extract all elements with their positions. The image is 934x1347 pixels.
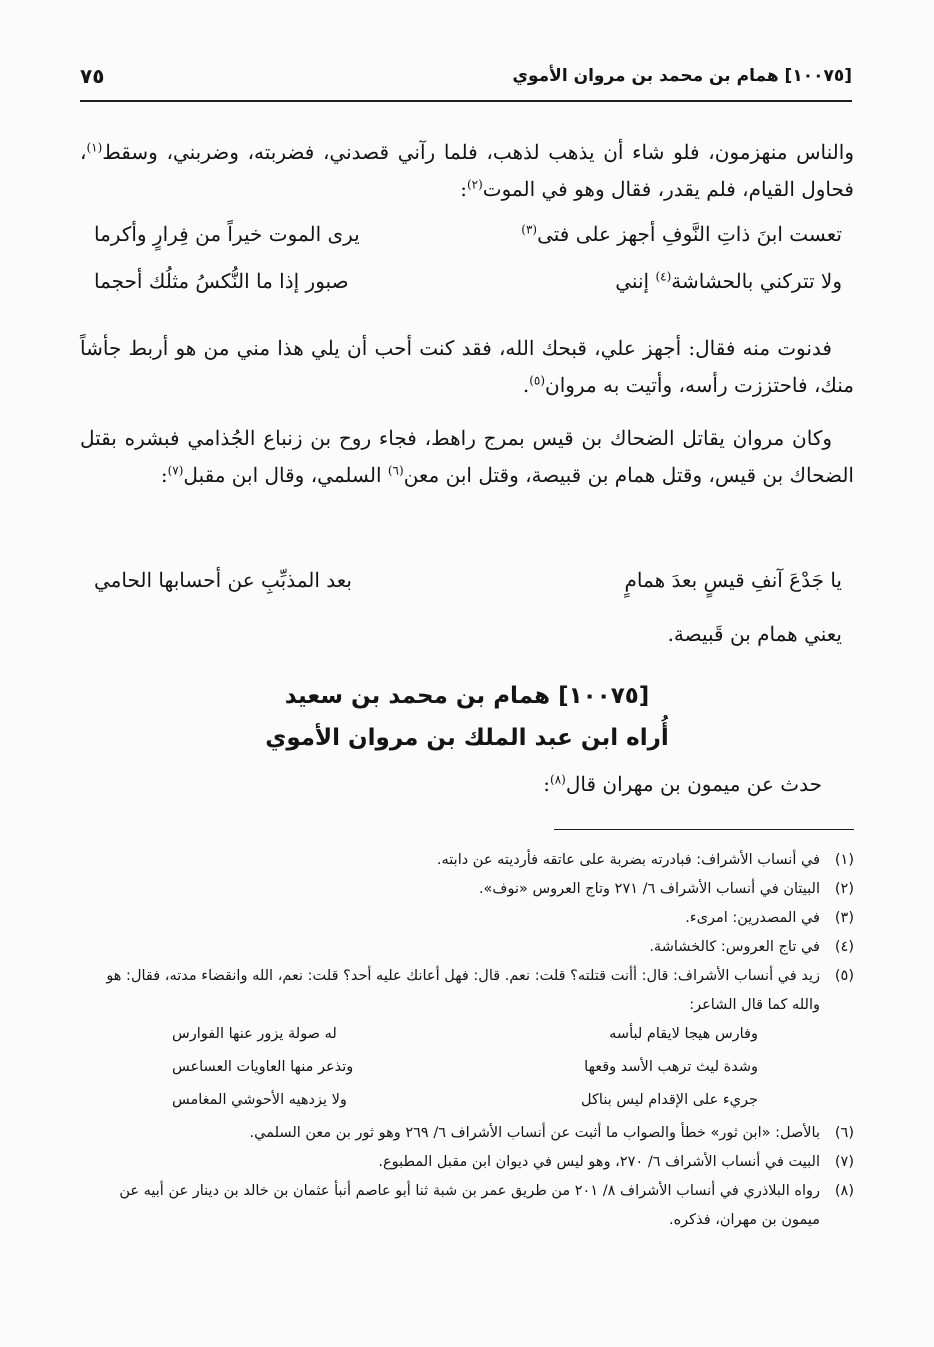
paragraph-3 <box>80 420 854 494</box>
footnote-verse-3-right: جريء على الإقدام ليس بناكل <box>581 1092 758 1108</box>
footnote-number: (٣) <box>834 910 854 926</box>
paragraph-3-text-c: : <box>160 463 168 487</box>
footnote-text: في تاج العروس: كالخشاشة. <box>649 939 820 955</box>
footnote-text: في المصدرين: امرىء. <box>685 910 820 926</box>
footnote-verse-3-left: ولا يزدهيه الأحوشي المغامس <box>172 1092 347 1108</box>
footnote-1 <box>80 846 854 875</box>
footnote-text: في أنساب الأشراف: فبادرته بضربة على عاتقه فأرديته عن دابته. <box>436 852 820 868</box>
note-ref-7: (٧) <box>167 463 184 478</box>
footnote-3 <box>80 904 854 933</box>
footnote-verse-1-left: له صولة يزور عنها الفوارس <box>172 1026 337 1042</box>
verse-3-second-hemistich: بعد المذبِّبِ عن أحسابها الحامي <box>94 568 352 592</box>
footnote-number: (١) <box>834 852 854 868</box>
verse-1-second-hemistich: يرى الموت خيراً من فِرارٍ وأكرما <box>94 222 360 246</box>
footnote-text: البيت في أنساب الأشراف ٦/ ٢٧٠، وهو ليس في ديوان ابن مقبل المطبوع. <box>378 1154 820 1170</box>
footnote-text: رواه البلاذري في أنساب الأشراف ٨/ ٢٠١ من طريق عمر بن شبة ثنا أبو عاصم أنبأ عثمان بن خالد بن دينار عن أبيه عن ميمون بن مهران، فذكره. <box>119 1183 820 1228</box>
footnote-5 <box>80 962 854 1020</box>
footnote-number: (٥) <box>834 968 854 984</box>
footnote-verse-2 <box>172 1053 758 1086</box>
entry-text <box>543 772 822 796</box>
note-ref-4: (٤) <box>655 269 672 284</box>
footnote-number: (٧) <box>834 1154 854 1170</box>
entry-heading-line-1: [١٠٠٧٥] همام بن محمد بن سعيد <box>284 683 650 709</box>
page-number: ٧٥ <box>80 64 105 88</box>
verse-1 <box>94 222 842 269</box>
footnote-number: (٦) <box>834 1125 854 1141</box>
note-ref-1: (١) <box>86 140 103 155</box>
paragraph-1-text-c: : <box>460 177 467 201</box>
footnote-text: البيتان في أنساب الأشراف ٦/ ٢٧١ وتاج العروس «نوف». <box>478 881 820 897</box>
poem-2 <box>94 568 842 615</box>
verse-2-first-hemistich <box>615 269 842 293</box>
running-title: [١٠٠٧٥] همام بن محمد بن مروان الأموي <box>512 66 852 86</box>
paragraph-1-text-b: ، فحاول القيام، فلم يقدر، فقال وهو في الموت <box>80 140 854 201</box>
verse-gloss: يعني همام بن قَبيصة. <box>667 622 842 646</box>
note-ref-8: (٨) <box>550 772 566 787</box>
footnote-6 <box>80 1119 854 1148</box>
footnote-number: (٤) <box>834 939 854 955</box>
note-ref-3: (٣) <box>521 222 538 237</box>
note-ref-6: (٦) <box>387 463 404 478</box>
verse-1-first-hemistich <box>521 222 842 246</box>
paragraph-1-text-a: والناس منهزمون، فلو شاء أن يذهب لذهب، فلما رآني قصدني، فضربته، وضربني، وسقط <box>102 140 854 164</box>
poem-1 <box>94 222 842 316</box>
footnote-4 <box>80 933 854 962</box>
verse-2 <box>94 269 842 316</box>
verse-3-first-hemistich: يا جَدْعَ آنفِ قيسٍ بعدَ همامٍ <box>624 568 842 592</box>
paragraph-2 <box>80 330 854 404</box>
verse-2-right-text-b: إنني <box>615 269 650 293</box>
verse-2-second-hemistich: صبور إذا ما النُّكسُ مثلُك أحجما <box>94 269 349 293</box>
footnote-verse-3 <box>172 1086 758 1119</box>
paragraph-2-text-b: . <box>522 373 530 397</box>
entry-text-b: : <box>543 772 551 796</box>
footnote-text: زيد في أنساب الأشراف: قال: أأنت قتلته؟ قلت: نعم. قال: فهل أعانك عليه أحد؟ قلت: نعم، الله وانقضاء مدته، فقال: هو والله كما قال الشاعر: <box>106 968 820 1013</box>
entry-heading-line-2: أُراه ابن عبد الملك بن مروان الأموي <box>265 725 669 751</box>
footnotes <box>80 846 854 1235</box>
paragraph-3-text-b: السلمي، وقال ابن مقبل <box>183 463 382 487</box>
verse-1-right-text: تعست ابنَ ذاتِ النَّوفِ أجهز على فتى <box>537 222 842 246</box>
entry-text-a: حدث عن ميمون بن مهران قال <box>565 772 822 796</box>
footnote-divider <box>554 829 854 830</box>
footnote-2 <box>80 875 854 904</box>
footnote-text: بالأصل: «ابن ثور» خطأ والصواب ما أثبت عن أنساب الأشراف ٦/ ٢٦٩ وهو ثور بن معن السلمي. <box>249 1125 820 1141</box>
footnote-number: (٢) <box>834 881 854 897</box>
verse-3 <box>94 568 842 615</box>
footnote-verse-2-right: وشدة ليث ترهب الأسد وقعها <box>584 1059 758 1075</box>
verse-2-right-text-a: ولا تتركني بالحشاشة <box>671 269 842 293</box>
footnote-verse-1-right: وفارس هيجا لايقام لبأسه <box>609 1026 758 1042</box>
entry-heading <box>80 675 854 759</box>
paragraph-3-text-a: وكان مروان يقاتل الضحاك بن قيس بمرج راهط، فجاء روح بن زنباع الجُذامي فبشره بقتل الضحاك بن قيس، وقتل همام بن قبيصة، وقتل ابن معن <box>80 426 854 487</box>
footnote-8 <box>80 1177 854 1235</box>
footnote-7 <box>80 1148 854 1177</box>
paragraph-1 <box>80 134 854 208</box>
paragraph-2-text-a: فدنوت منه فقال: أجهز علي، قبحك الله، فقد كنت أحب أن يلي هذا مني من هو أربط جأشاً منك، فاحتززت رأسه، وأتيت به مروان <box>80 336 854 397</box>
note-ref-2: (٢) <box>466 177 483 192</box>
footnote-number: (٨) <box>834 1183 854 1199</box>
footnote-verse-1 <box>172 1020 758 1053</box>
note-ref-5: (٥) <box>529 373 546 388</box>
running-header <box>80 62 852 102</box>
footnote-verse-2-left: وتذعر منها العاويات العساعس <box>172 1059 354 1075</box>
